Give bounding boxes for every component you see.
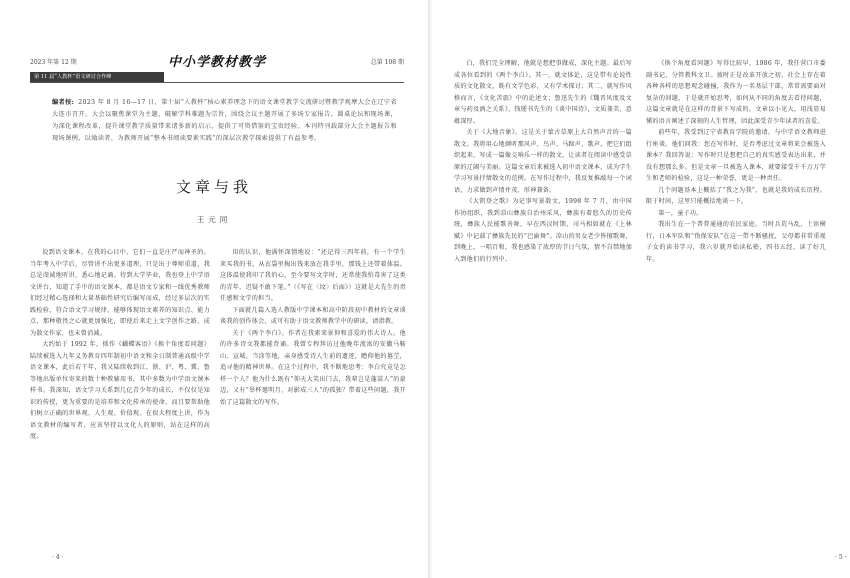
- paragraph: 用的认识，他满怀深情地说：“还记得三四年前，有一个学生来买我的书，从衣袋里掏出钱来放在我手里，那钱上还带着体温。这体温使我印了我的心，至今要写文字时，还常使我怕毒害了这类的青年，迟疑不敢下笔。”（《写在〈坟〉后面》）这就是大先生的责任感和文学的担当。: [220, 249, 406, 302]
- body-column-left-2: [220, 247, 406, 547]
- right-page: [432, 0, 850, 578]
- paragraph: 关于《两个李白》。作者在我素来景仰和喜爱的伟大诗人。他的许多诗文我都能背诵。我曾专程拜访过他晚年流寓的安徽马鞍山、宣城、当涂等地，亲身感受诗人生前的遗迹，瞻仰他的墓茔，追寻他的精神世界。在这个过程中，我不断地思考：李白究竟是怎样一个人？他为什么既有“仰天大笑出门去，我辈岂是蓬蒿人”的豪迈，又有“举杯邀明月，对影成三人”的孤独？带着这些问题，我开始了这篇散文的写作。: [220, 329, 406, 406]
- paragraph: 几个问题基本上概括了“我之为我”，也就是我的成长历程。限于时间，这里只能概括地谈一下。: [646, 186, 826, 205]
- paragraph: 《大凯登之歌》为记事写景散文，1998 年 7 月，由中国作协组织，我到凉山彝族自治州采风，彝族有着悠久的历史传统，彝族人民能歌善舞，早在西汉时期，司马相如就在《上林赋》中记载了彝族先民的“巴渝舞”。凉山的男女老少皆擅歌舞，到晚上，一唱百和，我也感染了浓厚的节日气氛，情不自禁地加入到他们的行列中。: [454, 198, 632, 263]
- header-rule: [30, 82, 404, 83]
- article-author: 王元同: [196, 215, 232, 224]
- journal-logo: 中小学教材教学: [168, 55, 267, 70]
- paragraph: 下面就几篇入选人教版中学课本和高中阶段初中教材的文章谈谈我的创作体会，或可有助于语文教师教学中的研读，请指教。: [220, 306, 406, 325]
- running-header: [30, 55, 404, 69]
- article-title: 文章与我: [175, 178, 252, 196]
- paragraph: 说到语文课本，在我的心目中，它们一直是庄严而神圣的。当年考入中学后，尽管讲不出更多道理，只是出于尊师重道，我总是虔诚地听讲，悉心地记诵。待到大学毕业，我也登上中学语文讲台，知道了手中的语文课本，都是语文专家和一线优秀教师们经过精心选择和大量基础性研究后编写而成，经过多层次的实践检验，符合语文学习规律，能够体现语文素养的知识点、能力点，那种敬畏之心就更加强化，即使后来走上文学创作之路，成为散文作家，也未曾消减。: [30, 249, 210, 337]
- paragraph: 大约始于 1992 年，拙作《蝴蝶客语》《换个角度看问题》陆续被选入九年义务教育四年制初中语文和全日制普通高级中学语文课本，此后若干年，我又陆续收到江、浙、沪、粤、冀、鲁等地出版单位寄来的数十种教辅用书，其中多数为中学语文课本样书。我深知，语文学习关系到几亿青少年的成长，不仅仅是知识的传授，更为重要的是培养和文化传承的使命，而且要帮助他们树立正确的世界观、人生观、价值观。在很大程度上讲，作为语文教材的编写者，应该坚持以文化人的原则，站在这样的高度。: [30, 341, 210, 440]
- editor-note: [52, 97, 397, 145]
- editor-note-text: 2023 年 8 月 16—17 日，第十届“人教杯”核心素养理念下的语文课堂教学交流研讨暨教学观摩大会在辽宁省大连市召开。大会以聚焦课堂为主题，破解学科难题为宗旨，围绕会议主题开展了多场专家报告、圆桌论坛和现场课，为深化课程改革，提升课堂教学质量带来诸多新的启示，提供了可资借鉴的宝贵经验。本刊特刊载部分大会主题报告和现场课例，以飨读者，为教师开展“整本书阅读要素实践”的深层次教学探索提供了有益参考。: [52, 99, 397, 142]
- paragraph: 我出生在一个普普通通的农民家庭，当时兵荒马乱，土匪横行，日本军队和“伪保安队”在这一带不断骚扰，父母都非常重视子女的读书学习，我六岁就开始读私塾，四书五经，读了好几年。: [646, 221, 826, 263]
- section-banner: 第 11 届“人教杯”语文研讨合作峰: [30, 72, 164, 82]
- body-column-right-2: [646, 58, 826, 548]
- page-number-right: · 5 ·: [835, 554, 847, 561]
- body-column-right-1: [454, 58, 632, 548]
- body-column-left-1: [30, 247, 210, 547]
- editor-note-label: 编者按:: [52, 99, 75, 106]
- paragraph: 白，我们完全理解，他就是想把事做成，深化主题。最后写成各位看到的《两个李白》。其一，就文体论，这是带有论说性质的文化散文，既有文学色彩，又有学术探讨；其二，就写作风格而言，《文化苦旅》中的论述文；鲁迅先生的《魏晋风度及文章与药及酒之关系》，钱锺书先生的《谈中国诗》，文质兼美，意蕴深厚。: [454, 60, 632, 125]
- paragraph: 第一，童子功。: [658, 209, 703, 217]
- paragraph: 关于《大地音象》。这是关于蒙古草原上大自然声音的一篇散文。我将用心地倾听那风声、鸟声、马蹄声、歌声，把它们组织起来，写成一篇像交响乐一样的散文，让读者在阅读中感受草原的辽阔与美丽。这篇文章后来被选入初中语文课本，成为学生学习写景抒情散文的范例。在写作过程中，我反复推敲每一个词语，力求做到声情并茂、形神兼备。: [454, 129, 632, 194]
- paragraph: 《换个角度看问题》写得比较早，1986 年，我任营口市委副书记，分管教科文卫。彼时正是改革开放之初，社会上存在着各种各样的思想观念碰撞，我作为一名基层干部，常常需要面对复杂的问题，于是就开始思考，如何从不同的角度去看待问题，这篇文章就是在这样的背景下写成的。文章以小见大，用浅显易懂的语言阐述了深刻的人生哲理，因此深受青少年读者的喜爱。: [646, 60, 826, 125]
- page-number-left: · 4 ·: [52, 554, 64, 561]
- total-issue-number: 总第 108 期: [370, 59, 404, 66]
- paragraph: 前些年，我受到辽宁省教育学院的邀请，与中学语文教师进行座谈。他们问我：您在写作时，是否考虑过文章将来会被选入课本？我回答说：写作时只是想把自己的真实感受表达出来，并没有想那么多。但是文章一旦被选入课本，就要接受千千万万学生和老师的检验，这是一种荣誉，更是一种责任。: [646, 129, 826, 182]
- issue-number: 2023 年第 12 期: [30, 59, 77, 66]
